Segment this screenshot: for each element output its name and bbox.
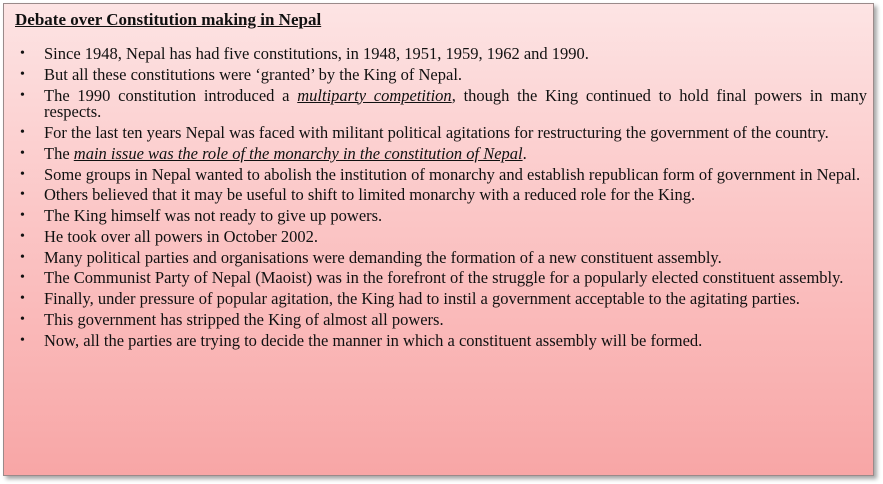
bullet-item	[15, 85, 868, 122]
bullet-item	[15, 187, 867, 204]
bullet-text: .	[522, 143, 527, 163]
bullet-dot-icon: •	[20, 311, 25, 327]
bullet-text: Many political parties and organisations were demanding the formation of a new constituent assembly.	[44, 247, 722, 267]
bullet-dot-icon: •	[20, 270, 25, 286]
bullet-item	[15, 122, 867, 142]
bullet-dot-icon: •	[20, 332, 25, 348]
bullet-item	[15, 208, 867, 225]
bullet-dot-icon: •	[20, 228, 25, 244]
bullet-item	[15, 46, 867, 63]
bullet-item	[15, 164, 867, 184]
bullet-dot-icon: •	[20, 46, 25, 61]
bullet-dot-icon: •	[20, 66, 25, 82]
bullet-item	[15, 143, 867, 163]
bullet-text: Since 1948, Nepal has had five constitutions, in 1948, 1951, 1959, 1962 and 1990.	[44, 44, 589, 63]
slide-title: Debate over Constitution making in Nepal	[15, 10, 322, 29]
bullet-dot-icon: •	[20, 208, 25, 224]
bullet-dot-icon: •	[20, 187, 25, 203]
bullet-item	[15, 330, 867, 350]
bullet-item	[15, 226, 867, 246]
bullet-text: For the last ten years Nepal was faced with militant political agitations for restructuring the government of the country.	[44, 122, 829, 142]
bullet-item	[15, 64, 867, 84]
bullet-dot-icon: •	[20, 87, 25, 103]
bullet-dot-icon: •	[20, 145, 25, 161]
bullet-item	[15, 309, 867, 329]
bullet-text: The	[44, 143, 74, 163]
bullet-text: This government has stripped the King of almost all powers.	[44, 309, 444, 329]
bullet-text: He took over all powers in October 2002.	[44, 226, 319, 246]
bullet-text: But all these constitutions were ‘granted’ by the King of Nepal.	[44, 64, 463, 84]
bullet-text: The Communist Party of Nepal (Maoist) was in the forefront of the struggle for a popularly elected constituent assembly.	[44, 268, 844, 288]
bullet-list	[15, 46, 867, 349]
bullet-dot-icon: •	[20, 124, 25, 140]
bullet-text: , though the King continued to hold final powers in many respects.	[44, 85, 868, 122]
bullet-dot-icon: •	[20, 249, 25, 265]
bullet-item	[15, 291, 867, 308]
emphasized-text: multiparty competition	[297, 85, 452, 105]
slide-card	[3, 3, 874, 476]
bullet-dot-icon: •	[20, 291, 25, 307]
bullet-text: Some groups in Nepal wanted to abolish the institution of monarchy and establish republican form of government in Nepal.	[44, 164, 861, 184]
bullet-item	[15, 270, 867, 287]
bullet-item	[15, 247, 867, 267]
bullet-text: Others believed that it may be useful to shift to limited monarchy with a reduced role for the King.	[44, 185, 696, 205]
bullet-text: Now, all the parties are trying to decide the manner in which a constituent assembly will be formed.	[44, 330, 703, 350]
bullet-text: The 1990 constitution introduced a	[44, 85, 298, 105]
bullet-text: The King himself was not ready to give up powers.	[44, 206, 383, 226]
bullet-dot-icon: •	[20, 166, 25, 182]
emphasized-text: main issue was the role of the monarchy in the constitution of Nepal	[73, 143, 523, 163]
bullet-text: Finally, under pressure of popular agitation, the King had to instil a government acceptable to the agitating parties.	[44, 289, 800, 309]
